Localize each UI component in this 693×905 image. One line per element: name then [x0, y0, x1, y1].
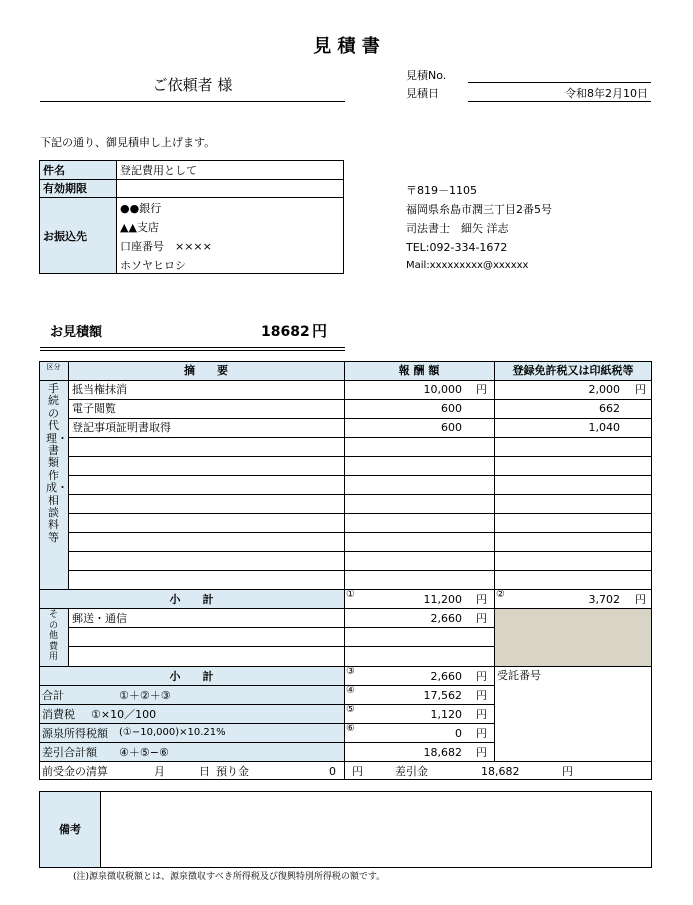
sum-formula: ④＋⑤−⑥	[119, 746, 169, 759]
total-unit: 円	[312, 322, 328, 340]
hline	[68, 513, 652, 514]
hline	[68, 551, 652, 552]
mark-1: ①	[346, 589, 355, 600]
row-tax: 662	[599, 402, 620, 415]
sum-label: 消費税	[42, 708, 75, 721]
hline	[68, 437, 652, 438]
subtotal1-tax: 3,702	[588, 593, 620, 606]
total-amount: 18682	[261, 324, 310, 340]
row-fee: 10,000	[423, 383, 462, 396]
bank-line: ホソヤヒロシ	[120, 259, 186, 272]
hline	[68, 399, 652, 400]
client-underline	[40, 101, 345, 102]
hline	[68, 532, 652, 533]
total-underline	[40, 350, 345, 351]
sum-unit: 円	[476, 689, 487, 702]
estimate-date-value: 令和8年2月10日	[565, 87, 648, 100]
info-row-line	[40, 197, 343, 198]
row-fee: 600	[441, 402, 462, 415]
page-title: 見 積 書	[313, 36, 380, 57]
balance-unit: 円	[562, 765, 573, 778]
prepay-month: 月	[154, 765, 165, 778]
prepay-deposit-label: 預り金	[216, 765, 249, 778]
balance-value: 18,682	[481, 765, 520, 778]
hline	[68, 570, 652, 571]
estimate-date-label: 見積日	[406, 87, 439, 100]
remarks-box	[39, 791, 652, 868]
mark-5: ⑤	[346, 704, 355, 715]
subtotal2-label: 小 計	[169, 670, 214, 683]
remarks-divider	[100, 792, 101, 867]
sum-formula: (①−10,000)×10.21%	[119, 727, 226, 738]
issuer-tel: TEL:092-334-1672	[406, 241, 508, 254]
hline	[68, 475, 652, 476]
mark-2: ②	[496, 589, 505, 600]
other-fee-unit: 円	[476, 612, 487, 625]
intro-text: 下記の通り、御見積申し上げます。	[40, 136, 216, 149]
sum-label: 差引合計額	[42, 746, 97, 759]
issuer-postal: 〒819－1105	[406, 184, 477, 197]
sum-value: 1,120	[430, 708, 462, 721]
row-tax-unit: 円	[635, 383, 646, 396]
section2-label: その他費用	[48, 610, 58, 662]
header-fee: 報 酬 額	[398, 364, 440, 377]
subject-value: 登記費用として	[120, 164, 197, 177]
hline	[68, 494, 652, 495]
hline	[68, 456, 652, 457]
row-item: 登記事項証明書取得	[72, 421, 171, 434]
bank-line: ▲▲支店	[120, 221, 159, 234]
validity-label: 有効期限	[43, 182, 87, 195]
issuer-name: 司法書士 細矢 洋志	[406, 222, 509, 235]
info-divider	[116, 161, 117, 273]
hline	[39, 608, 652, 609]
sum-value: 0	[455, 727, 462, 740]
hline	[39, 685, 494, 686]
header-item: 摘 要	[184, 364, 228, 377]
subtotal2-fee: 2,660	[430, 670, 462, 683]
client-name: ご依頼者 様	[152, 76, 233, 94]
sum-formula: ①＋②＋③	[119, 689, 171, 702]
row-item: 電子閲覧	[72, 402, 116, 415]
subtotal1-fee: 11,200	[423, 593, 462, 606]
sum-unit: 円	[476, 727, 487, 740]
issuer-mail: Mail:xxxxxxxxx@xxxxxx	[406, 260, 529, 271]
prepay-label: 前受金の清算	[42, 765, 108, 778]
total-label: お見積額	[50, 325, 103, 340]
hline	[68, 646, 494, 647]
row-item: 抵当権抹消	[72, 383, 127, 396]
sum-label: 合計	[42, 689, 64, 702]
estimate-no-label: 見積No.	[406, 69, 447, 82]
row-fee: 600	[441, 421, 462, 434]
section1-label: 手続の代理・書類作成・相談料等	[46, 382, 68, 544]
footnote: (注)源泉徴収税額とは、源泉徴収すべき所得税及び復興特別所得税の額です。	[73, 872, 386, 882]
hline	[39, 761, 652, 762]
remarks-label: 備考	[59, 823, 81, 836]
other-item: 郵送・通信	[72, 612, 127, 625]
receipt-label: 受託番号	[497, 669, 541, 682]
subtotal1-fee-unit: 円	[476, 593, 487, 606]
bank-line: ●●銀行	[120, 202, 162, 215]
row-tax: 2,000	[588, 383, 620, 396]
bank-line: 口座番号 ××××	[120, 240, 212, 253]
hline	[39, 742, 494, 743]
prepay-deposit-unit: 円	[352, 765, 363, 778]
hline	[68, 418, 652, 419]
prepay-deposit-value: 0	[329, 765, 336, 778]
row-fee-unit: 円	[476, 383, 487, 396]
hline	[68, 627, 494, 628]
issuer-address: 福岡県糸島市潤三丁目2番5号	[406, 203, 552, 216]
info-row-line	[40, 179, 343, 180]
prepay-day: 日	[199, 765, 210, 778]
mark-6: ⑥	[346, 723, 355, 734]
fee-table	[39, 361, 652, 781]
sum-value: 17,562	[423, 689, 462, 702]
sum-value: 18,682	[423, 746, 462, 759]
subtotal2-fee-unit: 円	[476, 670, 487, 683]
mark-4: ④	[346, 685, 355, 696]
sum-unit: 円	[476, 746, 487, 759]
hline	[39, 380, 652, 381]
row-tax: 1,040	[588, 421, 620, 434]
hline	[39, 723, 494, 724]
vline	[68, 608, 69, 666]
hline	[39, 704, 494, 705]
info-table	[39, 160, 344, 274]
header-kubun: 区分	[46, 363, 61, 371]
other-fee: 2,660	[430, 612, 462, 625]
total-underline	[40, 347, 345, 348]
bank-label: お振込先	[43, 230, 87, 243]
header-tax: 登録免許税又は印紙税等	[512, 364, 634, 377]
info-label-bg	[40, 161, 116, 273]
sum-label: 源泉所得税額	[42, 727, 108, 740]
subtotal1-label: 小 計	[169, 593, 214, 606]
estimate-no-underline	[468, 82, 651, 83]
balance-label: 差引金	[395, 765, 428, 778]
sum-formula: ①×10／100	[91, 708, 157, 721]
estimate-date-underline	[468, 101, 651, 102]
vline	[494, 666, 495, 761]
subtotal1-tax-unit: 円	[635, 593, 646, 606]
mark-3: ③	[346, 666, 355, 677]
subject-label: 件名	[43, 164, 65, 177]
sum-unit: 円	[476, 708, 487, 721]
